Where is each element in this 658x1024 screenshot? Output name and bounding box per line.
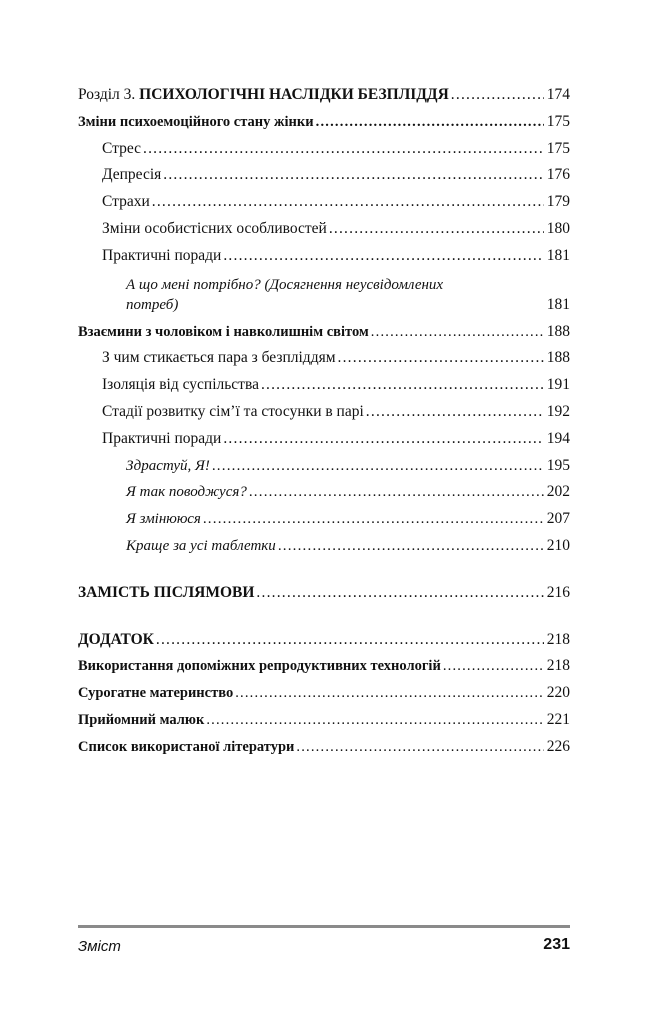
toc-page-number: 210	[546, 536, 570, 554]
toc-chapter-3[interactable]	[78, 82, 570, 109]
toc-leader	[451, 82, 544, 109]
toc-item[interactable]	[78, 345, 570, 372]
toc-subitem[interactable]	[78, 506, 570, 533]
toc-entry-title: ДОДАТОК	[78, 630, 154, 648]
toc-leader	[223, 243, 543, 270]
toc-entry-title: Стрес	[102, 139, 141, 157]
toc-leader	[371, 319, 544, 346]
toc-page-number: 175	[546, 112, 570, 130]
toc-entry-title: З чим стикається пара з безпліддям	[102, 349, 336, 367]
toc-item[interactable]	[78, 136, 570, 163]
toc-entry-title: Ізоляція від суспільства	[102, 376, 259, 394]
toc-page-number: 226	[546, 737, 570, 755]
toc-entry-title: Практичні поради	[102, 246, 222, 264]
toc-page-number: 218	[546, 630, 570, 648]
toc-leader	[296, 734, 543, 761]
toc-leader	[443, 653, 544, 680]
toc-page-number: 218	[546, 657, 570, 675]
toc-entry-title: ЗАМІСТЬ ПІСЛЯМОВИ	[78, 583, 255, 601]
toc-leader	[143, 136, 544, 163]
toc-entry-title: Прийомний малюк	[78, 711, 205, 728]
toc-page-number: 195	[546, 456, 570, 474]
toc-afterword[interactable]	[78, 580, 570, 607]
toc-entry-title: Стадії розвитку сім’ї та стосунки в парі	[102, 402, 364, 420]
toc-leader	[163, 162, 543, 189]
toc-entry-title-line2: потреб)	[126, 296, 179, 313]
toc-page-number: 175	[546, 139, 570, 157]
toc-leader	[261, 372, 544, 399]
toc-leader	[206, 707, 543, 734]
toc-item[interactable]	[78, 372, 570, 399]
toc-item[interactable]	[78, 243, 570, 270]
toc-entry-title: Страхи	[102, 193, 150, 211]
toc-leader	[156, 627, 544, 654]
spacer	[78, 607, 570, 627]
toc-entry-title-line1: А що мені потрібно? (Досягнення неусвідомлених	[126, 276, 444, 293]
toc-page-number: 180	[546, 219, 570, 237]
spacer	[78, 560, 570, 580]
toc-section-emotional-state[interactable]	[78, 109, 570, 136]
toc-item[interactable]	[78, 162, 570, 189]
toc-page-number: 216	[546, 583, 570, 601]
toc-subitem[interactable]	[78, 533, 570, 560]
toc-appendix[interactable]	[78, 627, 570, 654]
footer-section-title: Зміст	[78, 938, 121, 955]
toc-page-number: 176	[546, 166, 570, 184]
toc-entry-title: Здрастуй, Я!	[126, 457, 210, 474]
toc-page-number: 192	[546, 402, 570, 420]
toc-entry-title: Зміни особистісних особливостей	[102, 219, 327, 237]
toc-leader	[235, 680, 544, 707]
toc-item[interactable]	[78, 399, 570, 426]
toc-leader	[203, 506, 544, 533]
toc-page-number: 188	[546, 322, 570, 340]
toc-entry-title: Сурогатне материнство	[78, 685, 234, 702]
toc-page-number: 174	[546, 86, 570, 103]
toc-subitem[interactable]	[78, 453, 570, 480]
toc-page-number: 207	[546, 510, 570, 528]
toc-entry-title: Депресія	[102, 166, 162, 184]
table-of-contents	[78, 82, 570, 761]
toc-subitem[interactable]	[78, 479, 570, 506]
toc-appendix-item[interactable]	[78, 707, 570, 734]
toc-leader	[329, 216, 544, 243]
toc-leader	[338, 345, 544, 372]
toc-entry-title: Використання допоміжних репродуктивних технологій	[78, 658, 441, 675]
toc-page-number: 194	[546, 429, 570, 447]
toc-page-number: 179	[546, 193, 570, 211]
toc-leader	[249, 479, 544, 506]
toc-page-number: 188	[546, 349, 570, 367]
chapter-prefix: Розділ 3.	[78, 86, 140, 103]
toc-item[interactable]	[78, 426, 570, 453]
toc-page-number: 191	[546, 376, 570, 394]
chapter-title: ПСИХОЛОГІЧНІ НАСЛІДКИ БЕЗПЛІДДЯ	[139, 86, 449, 103]
toc-leader	[152, 189, 544, 216]
footer-page-number: 231	[543, 936, 570, 953]
toc-page-number: 202	[546, 483, 570, 501]
toc-leader	[366, 399, 544, 426]
toc-leader	[212, 453, 544, 480]
toc-page-number: 221	[546, 710, 570, 728]
toc-page-number: 181	[546, 246, 570, 264]
toc-item[interactable]	[78, 216, 570, 243]
toc-entry-title: Практичні поради	[102, 429, 222, 447]
toc-entry-title: Взаємини з чоловіком і навколишнім світом	[78, 323, 369, 340]
toc-entry-title: Я змінююся	[126, 511, 201, 528]
toc-entry-title	[78, 82, 449, 109]
toc-leader	[316, 109, 544, 136]
toc-leader	[223, 426, 543, 453]
toc-appendix-item[interactable]	[78, 653, 570, 680]
toc-leader	[278, 533, 544, 560]
toc-entry-title: Список використаної літератури	[78, 738, 295, 755]
toc-appendix-item[interactable]	[78, 680, 570, 707]
footer-divider	[78, 925, 570, 928]
toc-subitem-needs[interactable]	[78, 274, 570, 315]
toc-appendix-item[interactable]	[78, 734, 570, 761]
toc-item[interactable]	[78, 189, 570, 216]
toc-page-number: 220	[546, 684, 570, 702]
toc-section-relationships[interactable]	[78, 319, 570, 346]
toc-leader	[256, 580, 543, 607]
toc-entry-title: Краще за усі таблетки	[126, 537, 276, 554]
toc-entry-title: Зміни психоемоційного стану жінки	[78, 113, 314, 130]
toc-entry-title: Я так поводжуся?	[126, 484, 247, 501]
toc-page-number: 181	[546, 295, 570, 313]
